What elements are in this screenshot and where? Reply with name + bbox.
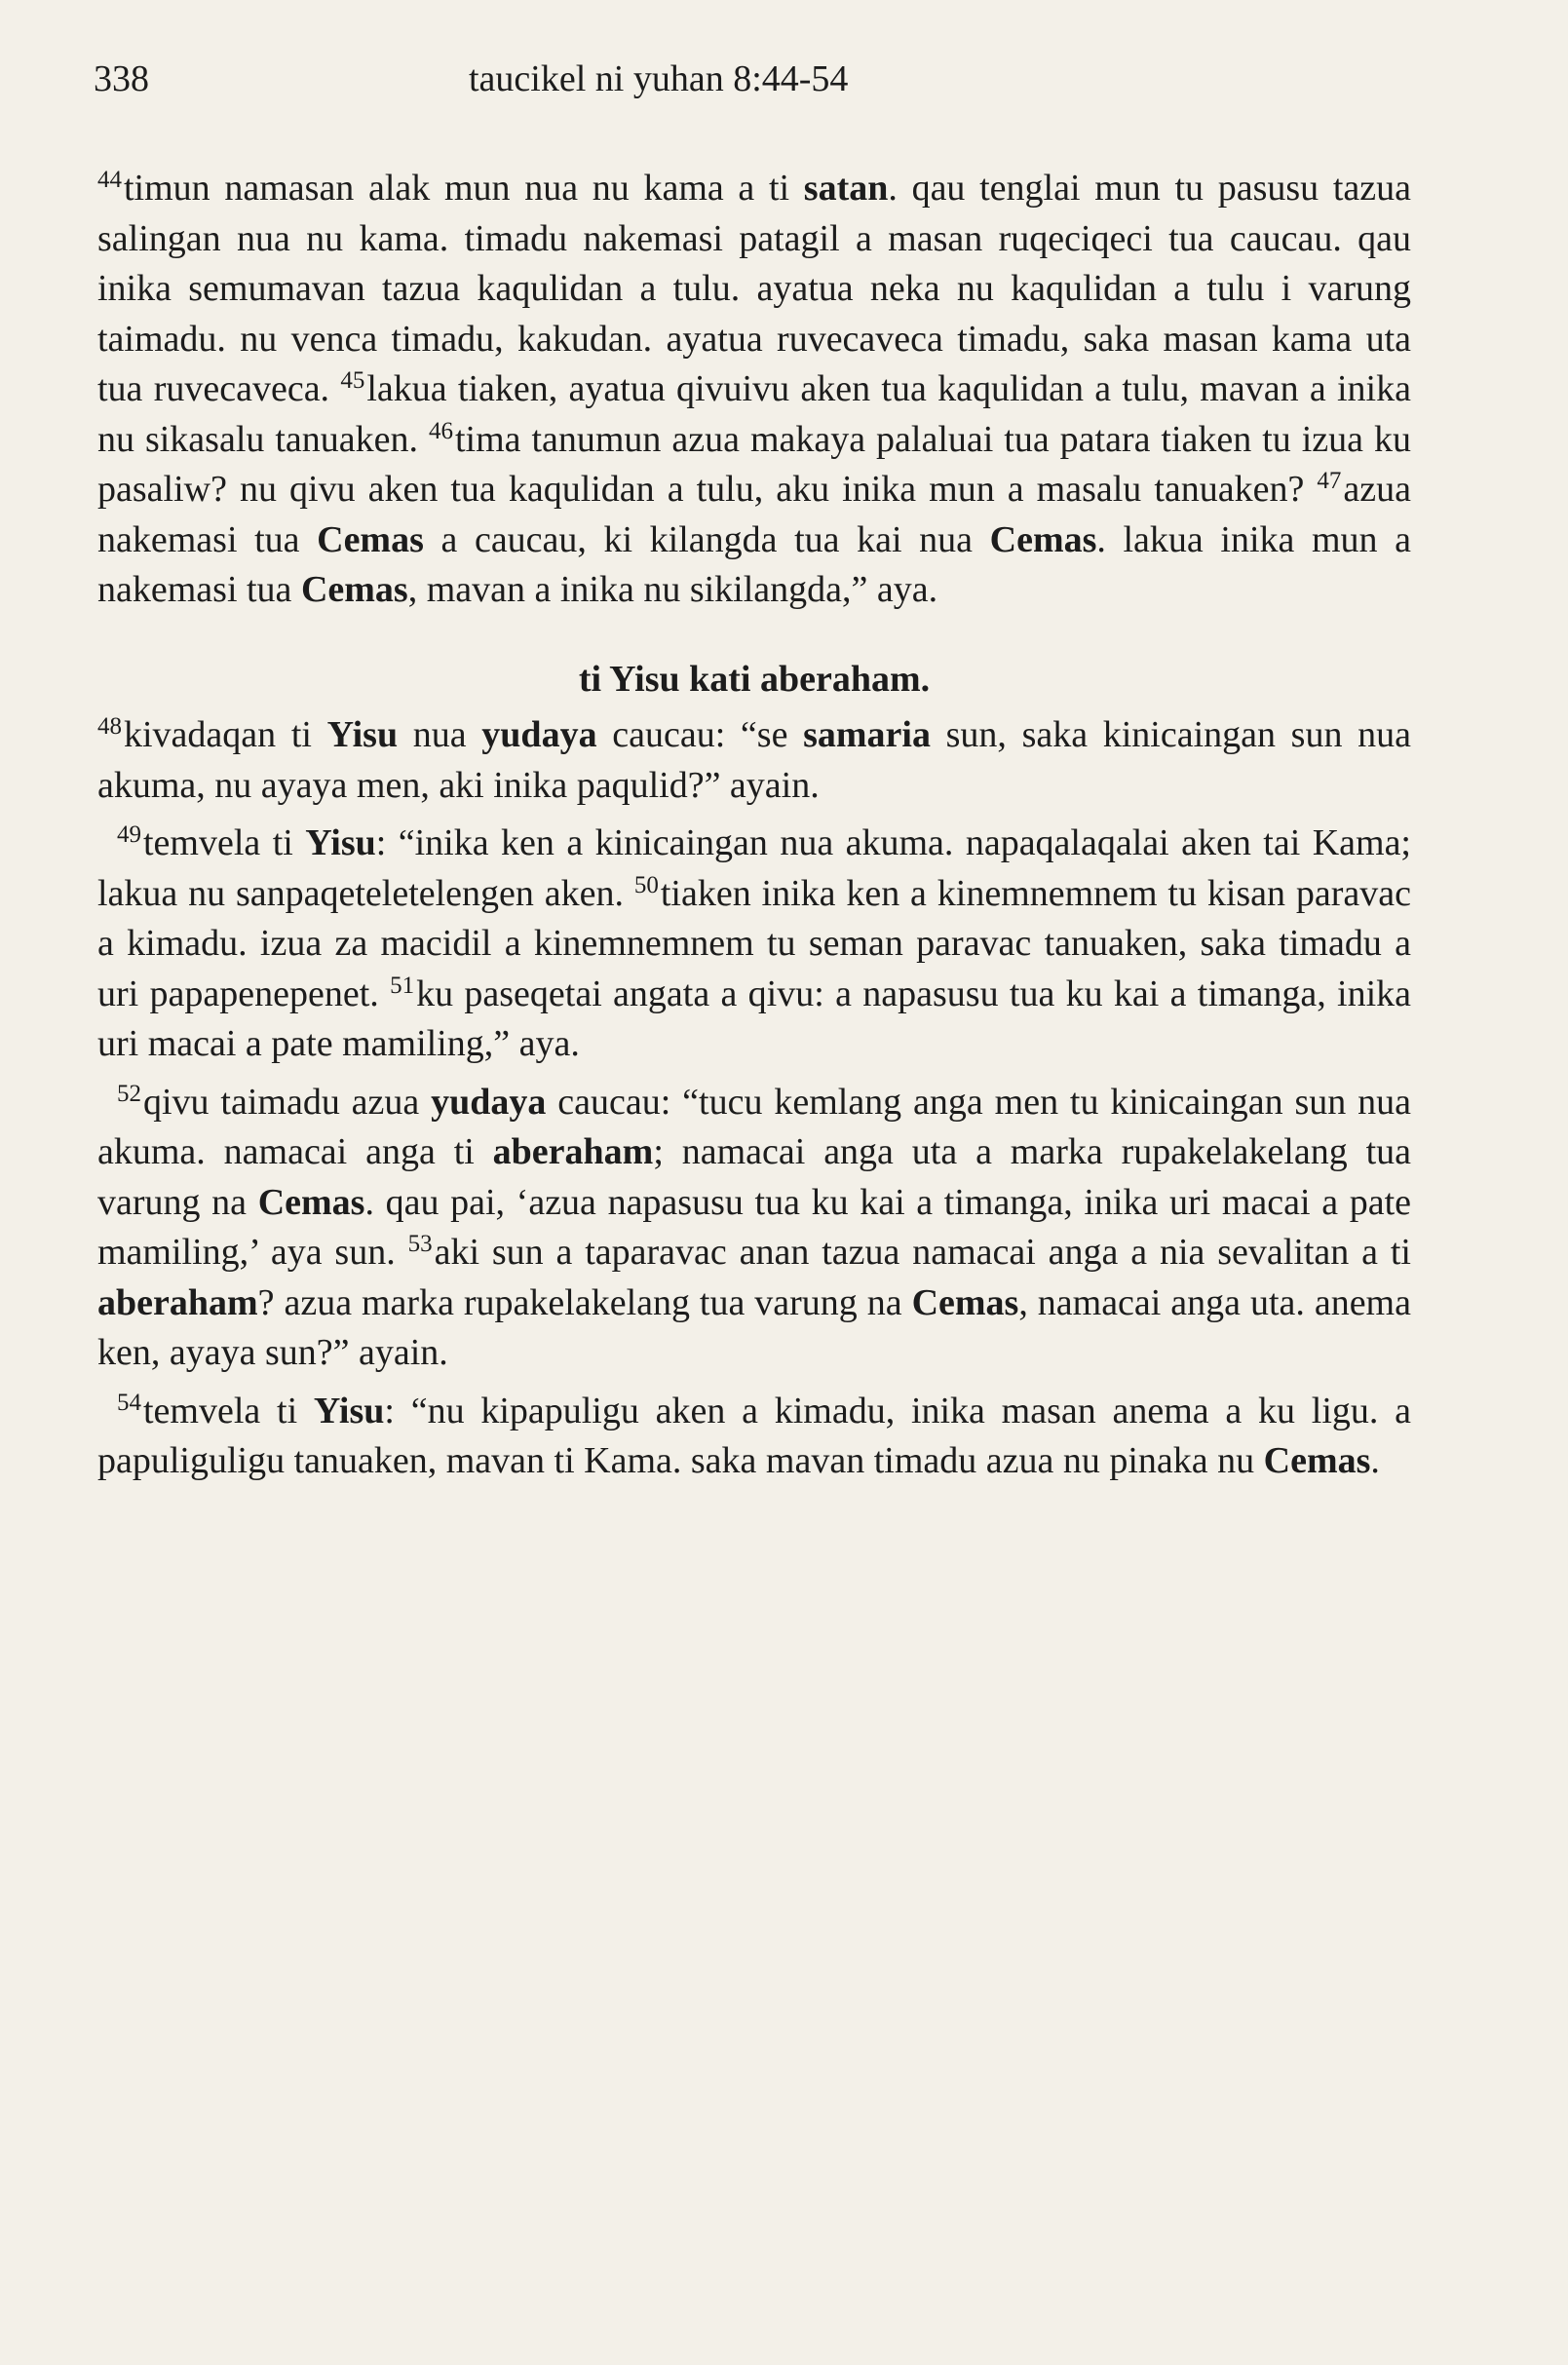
verse-text: qivu taimadu azua bbox=[143, 1081, 432, 1123]
emphasized-name: Cemas bbox=[1263, 1440, 1371, 1481]
verse-text: ; namacai anga uta a marka rupakelakelang tua varung na bbox=[97, 1131, 1411, 1223]
verse-number: 52 bbox=[117, 1080, 141, 1107]
verse-text: nua bbox=[398, 714, 482, 755]
verse-number: 50 bbox=[633, 871, 659, 898]
verse-number: 48 bbox=[97, 713, 122, 740]
emphasized-name: Yisu bbox=[313, 1390, 385, 1431]
emphasized-name: Cemas bbox=[300, 569, 408, 610]
emphasized-name: samaria bbox=[803, 714, 931, 755]
verse-text: . qau pai, ‘azua napasusu tua ku kai a timanga, inika uri macai a pate mamiling,’ aya sun. bbox=[97, 1181, 1411, 1273]
emphasized-name: yudaya bbox=[481, 714, 597, 755]
verse-number: 46 bbox=[428, 417, 453, 444]
paragraph bbox=[97, 710, 1411, 811]
verse-text: : “nu kipapuligu aken a kimadu, inika masan anema a ku ligu. a papuliguligu tanuaken, mavan ti Kama. saka mavan timadu azua nu pinaka nu bbox=[97, 1390, 1411, 1481]
verse-text: tima tanumun azua makaya palaluai tua patara tiaken tu izua ku pasaliw? nu qivu aken tua kaqulidan a tulu, aku inika mun a masalu tanuaken? bbox=[97, 418, 1411, 510]
page-number: 338 bbox=[94, 58, 149, 99]
verse-text: , mavan a inika nu sikilangda,” aya. bbox=[407, 569, 938, 610]
emphasized-name: Cemas bbox=[257, 1181, 365, 1223]
paragraph bbox=[97, 1078, 1411, 1379]
verse-text: temvela ti bbox=[143, 822, 306, 863]
verse-text: ? azua marka rupakelakelang tua varung na bbox=[257, 1281, 912, 1323]
emphasized-name: satan bbox=[803, 168, 889, 209]
verse-text: sun, saka kinicaingan sun nua akuma, nu ayaya men, aki inika paqulid?” ayain. bbox=[97, 714, 1411, 806]
verse-number: 49 bbox=[117, 821, 141, 848]
verse-number: 51 bbox=[390, 972, 415, 999]
emphasized-name: aberaham bbox=[492, 1131, 654, 1172]
verse-text: tiaken inika ken a kinemnemnem tu kisan paravac a kimadu. izua za macidil a kinemnemnem tu seman paravac tanuaken, saka timadu a uri papapenepenet. bbox=[97, 872, 1411, 1014]
paragraphs-before-heading bbox=[97, 164, 1411, 616]
verse-text: . qau tenglai mun tu pasusu tazua salingan nua nu kama. timadu nakemasi patagil a masan ruqeciqeci tua caucau. qau inika semumavan tazua kaqulidan a tulu. ayatua neka nu kaqulidan a tulu i varung taimadu. nu venca timadu, kakudan. ayatua ruvecaveca timadu, saka masan kama uta tua ruvecaveca. bbox=[97, 168, 1411, 409]
verse-text: azua nakemasi tua bbox=[97, 469, 1411, 560]
running-title: taucikel ni yuhan 8:44-54 bbox=[469, 58, 849, 99]
emphasized-name: Yisu bbox=[305, 822, 376, 863]
paragraph bbox=[97, 164, 1411, 616]
verse-text: : “inika ken a kinicaingan nua akuma. napaqalaqalai aken tai Kama; lakua nu sanpaqeteletelengen aken. bbox=[97, 822, 1411, 914]
verse-number: 54 bbox=[117, 1389, 141, 1416]
body-text bbox=[97, 164, 1411, 1487]
verse-number: 53 bbox=[407, 1231, 433, 1257]
verse-text: timun namasan alak mun nua nu kama a ti bbox=[124, 168, 804, 209]
emphasized-name: aberaham bbox=[97, 1281, 258, 1323]
verse-text: caucau: “tucu kemlang anga men tu kinicaingan sun nua akuma. namacai anga ti bbox=[97, 1081, 1411, 1172]
verse-number: 45 bbox=[340, 367, 365, 394]
verse-text: ku paseqetai angata a qivu: a napasusu tua ku kai a timanga, inika uri macai a pate mamiling,” aya. bbox=[97, 973, 1412, 1064]
verse-text: . bbox=[1370, 1440, 1380, 1481]
verse-text: a caucau, ki kilangda tua kai nua bbox=[423, 518, 990, 560]
verse-text: caucau: “se bbox=[596, 714, 804, 755]
verse-number: 47 bbox=[1317, 468, 1342, 494]
verse-text: temvela ti bbox=[143, 1390, 314, 1431]
paragraph bbox=[97, 819, 1411, 1070]
emphasized-name: Cemas bbox=[911, 1281, 1019, 1323]
verse-text: , namacai anga uta. anema ken, ayaya sun?” ayain. bbox=[97, 1281, 1411, 1373]
paragraphs-after-heading bbox=[97, 710, 1411, 1487]
verse-number: 44 bbox=[97, 167, 122, 193]
verse-text: aki sun a taparavac anan tazua namacai anga a nia sevalitan a ti bbox=[434, 1232, 1411, 1273]
paragraph bbox=[97, 1387, 1411, 1487]
emphasized-name: yudaya bbox=[431, 1081, 547, 1123]
section-heading: ti Yisu kati aberaham. bbox=[578, 658, 931, 700]
verse-text: . lakua inika mun a nakemasi tua bbox=[97, 518, 1411, 610]
emphasized-name: Yisu bbox=[326, 714, 399, 755]
emphasized-name: Cemas bbox=[989, 518, 1097, 560]
verse-text: kivadaqan ti bbox=[124, 714, 327, 755]
emphasized-name: Cemas bbox=[317, 518, 424, 560]
verse-text: lakua tiaken, ayatua qivuivu aken tua kaqulidan a tulu, mavan a inika nu sikasalu tanuaken. bbox=[97, 368, 1411, 460]
